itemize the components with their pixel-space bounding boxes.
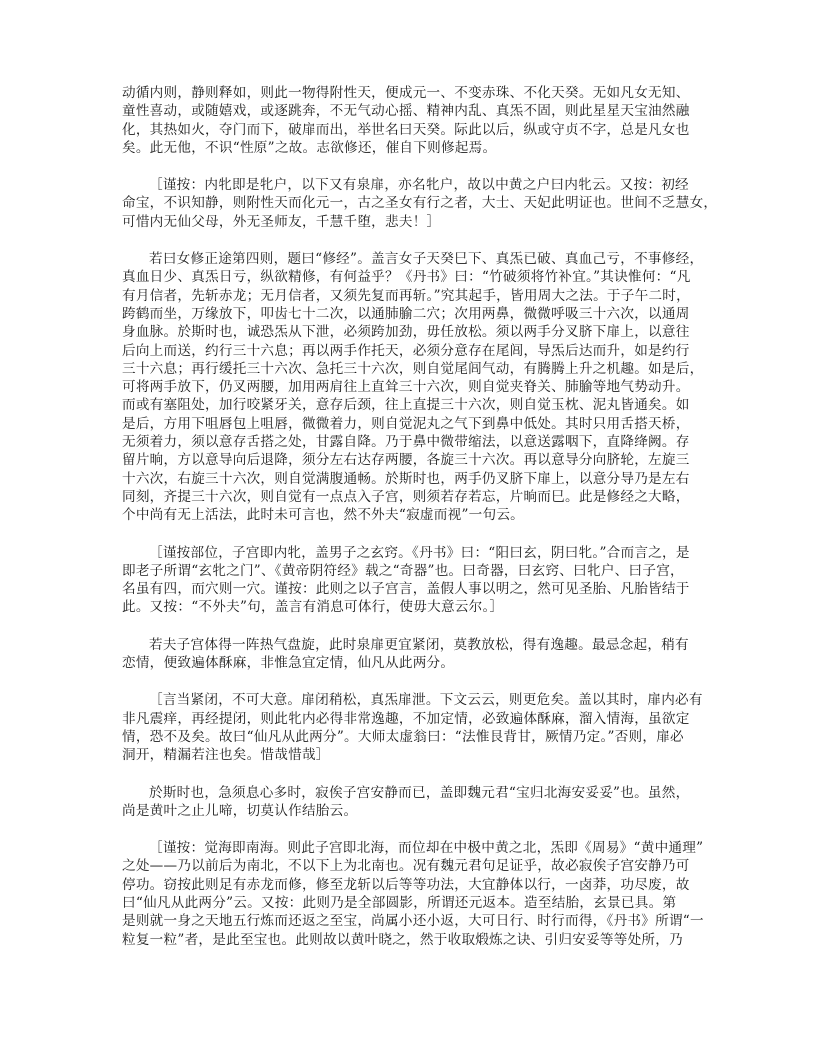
text-line: ［谨按：内牝即是牝户，以下又有泉扉，亦名牝户，故以中黄之户曰内牝云。又按：初经 [149,177,689,194]
text-line: 尚是黄叶之止儿啼，切莫认作结胎云。 [122,802,358,819]
text-line: 无须着力，须以意存舌搭之处，甘露自降。乃于鼻中微带缩法，以意送露咽下，直降绛阙。存 [122,434,690,451]
text-line: 命宝，不识知静，则附性天而化元一，古之圣女有行之者，大士、天妃此明证也。世间不乏慧女， [122,195,718,212]
text-line: 即老子所谓“玄牝之门”、《黄帝阴符经》载之“奇器”也。曰奇器，曰玄窍、曰牝户、曰子宫， [122,562,684,579]
text-line: 粒复一粒”者，是此至宝也。此则故以黄叶晓之，然于收取煅炼之诀、引归安妥等等处所，乃 [122,931,683,948]
text-line: 非凡震痒，再经提闭，则此牝内必得非常逸趣，不加定情，必致遍体酥麻，溜入情海，虽欲定 [122,710,690,727]
text-line: 此。又按：“不外夫”句，盖言有消息可体行，使毋大意云尔。］ [122,599,504,616]
text-line: 同刻，齐提三十六次，则自觉有一点点入子宫，则须若存若忘，片晌而巳。此是修经之大略， [122,488,690,505]
text-line: 若夫子宫体得一阵热气盘旋，此时泉扉更宜紧闭，莫教放松，得有逸趣。最忌念起，稍有 [149,636,689,653]
text-line: 三十六息；再行缓托三十六次、急托三十六次，则自觉尾闾气动，有腾腾上升之机趣。如是后， [122,360,704,377]
text-line: 留片晌，方以意导向后退降，须分左右达存两腰，各旋三十六次。再以意导分向脐轮，左旋三 [122,452,690,469]
text-line: ［谨按：觉海即南海。则此子宫即北海，而位却在中极中黄之北，炁即《周易》“黄中通理” [149,840,704,857]
paragraph-text [122,636,712,673]
text-line: 真血日少、真炁日亏，纵欲精修，有何益乎？《丹书》曰：“竹破须将竹补宜。”其诀惟何：“凡 [122,269,691,286]
text-line: 矣。此无他，不识“性原”之故。志欲修还，催自下则修起焉。 [122,139,497,156]
text-line: 恋情，便致遍体酥麻，非惟急宜定情，仙凡从此两分。 [122,655,455,672]
text-line: 动循内则，静则释如，则此一物得附性天，便成元一、不变赤珠、不化天癸。无如凡女无知、 [122,85,690,101]
paragraph-annotation [122,544,712,617]
text-line: 身血脉。於斯时也，诚恐炁从下泄，必须跨加劲，毋任放松。须以两手分叉脐下扉上，以意往 [122,324,690,341]
paragraph-text [122,250,712,524]
text-line: 停功。窃按此则足有赤龙而修，修至龙斩以后等等功法，大宜静体以行，一卤莽，功尽废，故 [122,876,690,893]
paragraph-text [122,84,712,157]
text-line: 若曰女修正途第四则，题曰“修经”。盖言女子天癸巳下、真炁已破、真血己亏，不事修经， [149,251,704,268]
text-line: 十六次，右旋三十六次，则自觉满腹通畅。於斯时也，两手仍叉脐下扉上，以意分导乃是左右 [122,470,690,487]
paragraph-text [122,784,712,821]
text-line: ［谨按部位，子宫即内牝，盖男子之玄窍。《丹书》曰：“阳曰玄，阴曰牝。”合而言之，是 [149,544,690,561]
text-line: 有月信者，先斩赤龙；无月信者，又须先复而再斩。”究其起手，皆用周大之法。于子午二时， [122,287,690,304]
paragraph-annotation [122,176,718,231]
text-line: 可将两手放下，仍叉两腰，加用两肩往上直耸三十六次，则自觉夹脊关、肺腧等地气势动升。 [122,379,690,396]
text-line: 跨鹤而坐，万缘放下，叩齿七十二次，以通肺腧二穴；次用两鼻，微微呼吸三十六次，以通周 [122,305,690,322]
text-line: 是后，方用下咀唇包上咀唇，微微着力，则自觉泥丸之气下到鼻中低处。其时只用舌搭天桥， [122,415,690,432]
text-line: 是则就一身之天地五行炼而还返之至宝，尚属小还小返，大可日行、时行而得，《丹书》所谓“一 [122,913,704,930]
text-line: 童性喜动，或随嬉戏，或逐跳奔，不无气动心摇、精神内乱、真炁不固，则此星星天宝油然融 [122,103,690,120]
text-line: 个中尚有无上活法，此时未可言也，然不外夫“寂虚而视”一句云。 [122,507,525,524]
text-line: 而或有塞阻处，加行咬紧牙关，意存后颈，往上直提三十六次，则自觉玉枕、泥丸皆通矣。如 [122,397,690,414]
text-line: 之处——乃以前后为南北，不以下上为北南也。况有魏元君句足证乎，故必寂俟子宫安静乃可 [122,858,690,875]
text-line: 於斯时也，急须息心多时，寂俟子宫安静而已，盖即魏元君“宝归北海安妥妥”也。虽然， [149,784,690,801]
text-line: 化，其热如火，夺门而下，破扉而出，举世名曰天癸。际此以后，纵或守贞不字，总是凡女也 [122,121,690,138]
text-line: 名虽有四，而穴则一穴。谨按：此则之以子宫言，盖假人事以明之，然可见圣胎、凡胎皆结于 [122,581,690,598]
text-line: ［言当紧闭，不可大意。扉闭稍松，真炁扉泄。下文云云，则更危矣。盖以其时，扉内必有 [149,692,703,709]
paragraph-annotation [122,839,712,949]
document-page [122,84,718,968]
text-line: 曰“仙凡从此两分”云。又按：此则乃是全部圆影，所谓还元返本。造至结胎，玄景已具。第 [122,894,677,911]
paragraph-annotation [122,691,712,764]
text-line: 可惜内无仙父母，外无圣师友，千慧千堕，悲夫！］ [122,213,441,230]
text-line: 洞开，精漏若注也矣。惜哉惜哉］ [122,747,330,764]
text-line: 情，恐不及矣。故曰“仙凡从此两分”。大师太虚翁曰：“法惟艮背甘，厥情乃定。”否则，扉必 [122,728,684,745]
text-line: 后向上而送，约行三十六息；再以两手作托天，必须分意存在尾闾，导炁后达而升，如是约行 [122,342,690,359]
